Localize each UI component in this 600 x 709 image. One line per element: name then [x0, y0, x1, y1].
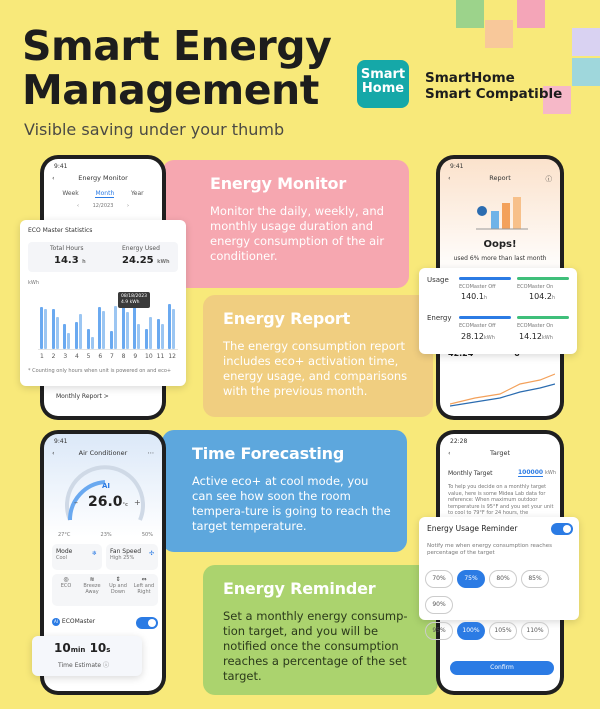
x-tick-label: 3 — [63, 353, 68, 360]
fan-icon: ✣ — [148, 550, 154, 557]
decor-square — [517, 0, 545, 28]
energy-unit: kWh — [541, 335, 553, 341]
chart-bar — [91, 337, 94, 349]
tile-label: ECO — [60, 583, 72, 589]
percent-option[interactable]: 95% — [425, 622, 453, 640]
x-tick-label: 11 — [156, 353, 165, 360]
x-tick-label: 7 — [110, 353, 114, 360]
y-axis-unit: kWh — [28, 280, 40, 286]
chart-footnote: * Counting only hours when unit is powered on and eco+ — [28, 368, 172, 374]
tile-label: Left and Right — [133, 583, 155, 595]
chart-bar — [102, 311, 105, 349]
percent-option[interactable]: 75% — [457, 570, 485, 588]
percent-option[interactable]: 70% — [425, 570, 453, 588]
help-icon[interactable]: ⓘ — [103, 662, 110, 669]
back-icon[interactable]: ‹ — [52, 174, 55, 182]
x-tick-label: 1 — [40, 353, 44, 360]
usage-off-value: 140.1 — [461, 292, 484, 301]
chart-bar — [110, 331, 113, 349]
energy-usage-reminder-panel — [419, 517, 579, 634]
status-time: 9:41 — [54, 163, 68, 170]
estimate-minutes: 10 — [54, 641, 71, 655]
chart-bar — [44, 309, 47, 349]
tab-week[interactable]: Week — [62, 190, 79, 197]
feature-body: Monitor the daily, weekly, and monthly usage duration and energy consumption of the air conditioner. — [210, 204, 385, 263]
status-time: 9:41 — [54, 438, 68, 445]
trend-line-icon — [450, 364, 555, 409]
tooltip-value: 4.9 kWh — [121, 300, 140, 305]
energy-bar-chart — [38, 290, 178, 350]
x-tick-label: 10 — [145, 353, 153, 360]
report-illustration-icon — [472, 189, 532, 233]
screen-title: Air Conditioner — [78, 449, 128, 457]
monthly-target-label: Monthly Target — [448, 470, 493, 477]
x-axis-labels — [38, 353, 178, 361]
back-icon[interactable]: ‹ — [52, 449, 55, 457]
chart-bar — [133, 307, 136, 349]
eco-master-statistics-panel — [20, 220, 186, 386]
ecomaster-label: ECOMaster — [61, 618, 96, 625]
chart-bar — [52, 309, 55, 349]
page-subtitle: Visible saving under your thumb — [24, 120, 285, 139]
screen-title: Energy Monitor — [78, 174, 128, 182]
energy-off-label: ECOMaster Off — [459, 323, 496, 329]
power-stat: 50% — [141, 532, 153, 538]
chart-bar — [168, 304, 171, 349]
energy-on-value: 14.12 — [519, 332, 542, 341]
up-down-icon[interactable]: ⇕ — [115, 576, 121, 583]
percent-option[interactable]: 80% — [489, 570, 517, 588]
temperature-value: 26.0 — [88, 494, 123, 510]
x-tick-label: 12 — [168, 353, 176, 360]
target-info-text: To help you decide on a monthly target value, here is some Midea Lab data for reference: When maximum outdoor temperature is 95°F and you set your unit to cool to 79°F for 24 hours, the — [448, 484, 554, 516]
ecomaster-toggle[interactable] — [136, 617, 158, 629]
estimate-seconds: 10 — [89, 641, 107, 655]
period-label: 12/2023 — [92, 203, 114, 209]
percent-option[interactable]: 110% — [521, 622, 549, 640]
screen-title: Report — [489, 174, 511, 182]
feature-title: Energy Reminder — [223, 579, 376, 598]
logo-text: Smart — [360, 67, 406, 82]
energy-label: Energy Used — [122, 245, 160, 252]
report-sub: used 6% more than last month — [453, 255, 547, 262]
tab-month[interactable]: Month — [95, 190, 115, 197]
feature-card-energy-report — [203, 295, 433, 417]
x-tick-label: 5 — [86, 353, 91, 360]
x-tick-label: 2 — [51, 353, 56, 360]
left-right-icon[interactable]: ⇔ — [141, 576, 147, 583]
estimate-sec-unit: s — [106, 646, 111, 654]
ecomaster-icon: AI — [52, 618, 60, 626]
percent-option[interactable]: 85% — [521, 570, 549, 588]
back-icon[interactable]: ‹ — [448, 174, 451, 182]
usage-on-value: 104.2 — [529, 292, 552, 301]
chart-bar — [145, 329, 148, 349]
fan-label: Fan Speed — [110, 548, 142, 555]
decrease-temp-button[interactable]: – — [74, 498, 78, 507]
chart-bar — [157, 319, 160, 349]
x-tick-label: 6 — [98, 353, 103, 360]
usage-off-label: ECOMaster Off — [459, 284, 496, 290]
status-time: 9:41 — [450, 163, 464, 170]
monthly-target-input[interactable]: 100000 — [518, 469, 544, 476]
decor-square — [485, 20, 513, 48]
back-icon[interactable]: ‹ — [448, 449, 451, 457]
fan-speed-tile[interactable] — [106, 544, 158, 570]
x-tick-label: 9 — [133, 353, 138, 360]
mode-label: Mode — [56, 548, 73, 555]
monthly-target-unit: kWh — [544, 470, 556, 476]
chart-bar — [149, 317, 152, 349]
fan-value: High 25% — [110, 555, 135, 561]
smarthome-logo — [357, 60, 409, 108]
chart-bar — [75, 322, 78, 349]
percent-option[interactable]: 100% — [457, 622, 485, 640]
chart-bar — [114, 306, 117, 349]
breeze-icon[interactable]: ≋ — [89, 576, 95, 583]
energy-on-label: ECOMaster On — [517, 323, 554, 329]
decor-square — [572, 28, 600, 56]
usage-unit: h — [551, 295, 556, 301]
mode-tile[interactable] — [52, 544, 102, 570]
reminder-toggle[interactable] — [551, 523, 573, 535]
hours-label: Total Hours — [50, 245, 84, 252]
energy-off-value: 28.12 — [461, 332, 484, 341]
decor-square — [456, 0, 484, 28]
tile-label: Breeze Away — [83, 583, 101, 595]
chart-tooltip — [118, 292, 150, 308]
x-tick-label: 4 — [75, 353, 79, 360]
percent-option[interactable]: 105% — [489, 622, 517, 640]
percent-option[interactable]: 90% — [425, 596, 453, 614]
feature-card-energy-monitor — [162, 160, 409, 288]
logo-text: Home — [361, 81, 405, 96]
chart-bar — [56, 317, 59, 349]
chart-bar — [126, 312, 129, 349]
tooltip-date: 08/18/2023 — [121, 294, 147, 299]
chart-bar — [98, 307, 101, 349]
screen-title: Target — [489, 449, 511, 457]
indoor-temp-stat: 27°C — [58, 532, 71, 538]
tab-year[interactable]: Year — [130, 190, 144, 197]
feature-title: Energy Monitor — [210, 174, 347, 193]
chart-bar — [67, 333, 70, 349]
chart-bar — [79, 314, 82, 349]
chart-bar — [40, 307, 43, 349]
reminder-title: Energy Usage Reminder — [427, 524, 518, 533]
usage-unit: h — [483, 295, 488, 301]
mode-value: Cool — [56, 555, 67, 561]
compat-text — [425, 70, 562, 102]
feature-body: Active eco+ at cool mode, you can see how soon the room tempera-ture is going to reach the target temperature. — [192, 474, 391, 533]
chart-bar — [87, 329, 90, 349]
temperature-unit: °c — [122, 502, 129, 508]
info-icon[interactable]: ⓘ — [545, 175, 552, 183]
chart-bar — [137, 324, 140, 349]
feature-body: The energy consumption report includes eco+ activation time, energy usage, and comparisons with the previous month. — [223, 339, 408, 398]
reminder-desc: Notify me when energy consumption reaches percentage of the target — [427, 543, 553, 556]
hours-unit: h — [82, 259, 86, 265]
chart-bar — [172, 309, 175, 349]
compat-line: SmartHome — [425, 70, 515, 86]
feature-body: Set a monthly energy consump-tion target, and you will be notified once the consumption reaches a percentage of the set target. — [223, 609, 408, 683]
status-time: 22:28 — [450, 438, 468, 445]
estimate-min-unit: min — [70, 646, 86, 654]
report-headline: Oops! — [483, 239, 517, 250]
tile-label: Up and Down — [109, 583, 127, 595]
feature-title: Time Forecasting — [192, 444, 345, 463]
energy-value: 24.25 — [122, 255, 154, 266]
prev-period-icon[interactable]: ‹ — [77, 203, 80, 209]
feature-card-energy-reminder — [203, 565, 438, 695]
page-title: Smart Energy Management — [22, 22, 332, 114]
usage-label: Usage — [427, 276, 449, 284]
humidity-stat: 23% — [100, 532, 112, 538]
time-estimate-panel — [32, 636, 142, 676]
more-icon[interactable]: ⋯ — [147, 449, 154, 457]
next-period-icon[interactable]: › — [126, 203, 129, 209]
function-tiles — [52, 574, 158, 606]
confirm-button[interactable]: Confirm — [450, 661, 554, 675]
report-comparison-panel — [419, 268, 577, 354]
decor-square — [572, 58, 600, 86]
feature-card-time-forecasting — [162, 430, 407, 552]
usage-on-label: ECOMaster On — [517, 284, 554, 290]
feature-title: Energy Report — [223, 309, 351, 328]
increase-temp-button[interactable]: + — [134, 498, 141, 507]
ai-badge-icon: AI — [102, 482, 111, 490]
energy-unit: kWh — [483, 335, 495, 341]
x-tick-label: 8 — [121, 353, 126, 360]
chart-bar — [63, 324, 66, 349]
energy-unit: kWh — [157, 259, 170, 265]
hours-value: 14.3 — [54, 255, 79, 266]
monthly-report-link[interactable]: Monthly Report > — [56, 393, 109, 400]
energy-row-label: Energy — [427, 314, 452, 322]
estimate-label: Time Estimate — [58, 662, 102, 669]
chart-bar — [161, 324, 164, 349]
eco-icon[interactable]: ◎ — [63, 576, 69, 583]
compat-line: Smart Compatible — [425, 86, 563, 102]
panel-title: ECO Master Statistics — [28, 227, 93, 234]
snowflake-icon: ❄ — [91, 550, 97, 557]
